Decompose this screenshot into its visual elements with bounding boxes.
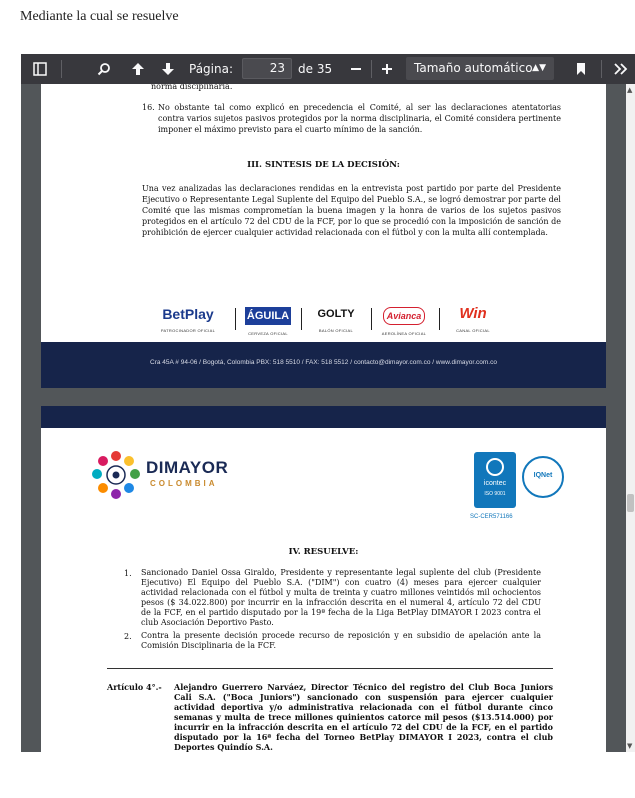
cert-code: SC-CER571166 xyxy=(470,514,513,520)
paragraph: Una vez analizadas las declaraciones rendidas en la entrevista post partido por parte del Presidente Ejecutivo o Representante Legal Suplente del Equipo del Pueblo S.A., se logró demostrar por parte del Comité que las mismas comprometían la buena imagen y la honra de varios de los sujetos pasivos protegidos en el artículo 72 del CDU de la FCF, por lo que se procedió con la imposición de sanción de prohibición de ejercer cualquier actividad relacionada con el fútbol y con la multa allí contemplada. xyxy=(142,184,561,237)
zoom-out-icon[interactable] xyxy=(345,54,367,84)
page-footer xyxy=(41,342,606,388)
sponsor-name: BetPlay xyxy=(162,306,214,322)
divider xyxy=(439,308,440,330)
sponsor-golty xyxy=(305,306,367,333)
toolbar-separator xyxy=(61,60,62,78)
list-item: Sancionado Daniel Ossa Giraldo, Presidente y representante legal suplente del club (Presidente Ejecutivo) El Equipo del Pueblo S.A. ("DIM") con cuatro (4) meses para ejercer cualquier actividad relacionada con el fútbol y multa de treinta y cuatro millones veintidós mil ochocientos pesos ($ 34.022.800) por incurrir en la infracción descrita en el numeral 4, artículo 72 del CDU de la FCF, en el partido disputado por la 19ª fecha de la Liga BetPlay DIMAYOR I 2023 contra el club Asociación Deportivo Pasto. xyxy=(141,568,541,627)
pdf-page xyxy=(41,84,606,388)
page-header-band xyxy=(41,406,606,428)
divider xyxy=(235,308,236,330)
sponsor-caption: CANAL OFICIAL xyxy=(456,328,490,333)
pdf-viewer xyxy=(21,54,635,752)
sidebar-toggle-icon[interactable] xyxy=(29,54,51,84)
chevron-updown-icon: ▲▼ xyxy=(532,63,546,73)
list-item: Contra la presente decisión procede recurso de reposición y en subsidio de apelación ante la Comisión Disciplinaria de la FCF. xyxy=(141,631,541,650)
section-heading: III. SINTESIS DE LA DECISIÓN: xyxy=(247,160,400,170)
zoom-select[interactable] xyxy=(406,57,554,80)
icontec-cert-logo xyxy=(474,452,516,508)
sponsor-name: Win xyxy=(459,305,487,322)
page-total: de 35 xyxy=(298,62,333,76)
pdf-page xyxy=(41,406,606,752)
sponsor-caption: PATROCINADOR OFICIAL xyxy=(160,328,216,333)
sponsor-name: ÁGUILA xyxy=(245,307,291,325)
toolbar-separator xyxy=(601,60,602,78)
sponsor-name: Avianca xyxy=(383,307,426,325)
sponsor-caption: AEROLÍNEA OFICIAL xyxy=(381,331,427,336)
divider xyxy=(301,308,302,330)
document-area[interactable] xyxy=(21,84,635,752)
scroll-down-icon[interactable]: ▼ xyxy=(627,742,633,750)
scrollbar-thumb[interactable] xyxy=(627,494,634,512)
more-tools-icon[interactable] xyxy=(611,54,631,84)
cert-name: icontec xyxy=(483,480,507,487)
list-number: 16. xyxy=(142,103,155,112)
footer-contact: Cra 45A # 94-06 / Bogotá, Colombia PBX: 518 5510 / FAX: 518 5512 / contacto@dimayor.com.co / www.dimayor.com.co xyxy=(150,359,497,366)
zoom-in-icon[interactable] xyxy=(376,54,398,84)
pdf-toolbar xyxy=(21,54,635,84)
intro-text: Mediante la cual se resuelve xyxy=(20,9,179,24)
cert-name: IQNet xyxy=(533,472,553,479)
logo-subtitle: COLOMBIA xyxy=(150,479,218,488)
article-label: Artículo 4°.- xyxy=(107,682,162,692)
cert-standard: ISO 9001 xyxy=(484,491,506,497)
divider xyxy=(107,668,553,669)
article-text: Alejandro Guerrero Narváez, Director Técnico del registro del Club Boca Juniors Cali S.A. ("Boca Juniors") sancionado con suspensión para ejercer cualquier actividad deportiva y/o administrativa relacionada con el fútbol durante cinco semanas y multa de trece millones quinientos catorce mil pesos ($13.514.000) por incurrir en la infracción descrita en el artículo 72 del CDU de la FCF, en el partido disputado por la 16ª fecha del Torneo BetPlay DIMAYOR I 2023, contra el club Deportes Quindío S.A. xyxy=(174,682,553,752)
sponsor-bar xyxy=(41,306,606,342)
zoom-select-value: Tamaño automático xyxy=(414,61,533,75)
sponsor-avianca xyxy=(375,306,433,336)
dimayor-logo-icon xyxy=(89,448,143,502)
list-number: 1. xyxy=(124,569,132,578)
document-scrollbar[interactable] xyxy=(626,84,635,752)
scroll-up-icon[interactable]: ▲ xyxy=(627,86,633,94)
page-fragment: norma disciplinaria. xyxy=(151,84,233,91)
bookmark-icon[interactable] xyxy=(571,54,591,84)
sponsor-aguila xyxy=(239,306,297,336)
list-number: 2. xyxy=(124,632,132,641)
sponsor-win xyxy=(443,306,503,333)
icontec-icon xyxy=(486,458,504,476)
previous-page-icon[interactable] xyxy=(127,54,149,84)
next-page-icon[interactable] xyxy=(157,54,179,84)
sponsor-caption: CERVEZA OFICIAL xyxy=(248,331,288,336)
iqnet-cert-logo xyxy=(522,456,564,498)
toolbar-separator xyxy=(371,60,372,78)
logo-name: DIMAYOR xyxy=(146,458,229,477)
page-label: Página: xyxy=(189,62,234,76)
sponsor-caption: BALÓN OFICIAL xyxy=(318,328,354,333)
section-heading: IV. RESUELVE: xyxy=(288,547,359,557)
sponsor-betplay xyxy=(144,306,232,333)
sponsor-name: GOLTY xyxy=(317,308,355,320)
page-number-input[interactable]: 23 xyxy=(242,58,292,79)
list-item: No obstante tal como explicó en precedencia el Comité, al ser las declaraciones atentatorias contra varios sujetos pasivos protegidos por la norma disciplinaria, el Comité considera pertinente imponer el máximo previsto para el cuarto mínimo de la sanción. xyxy=(158,103,561,134)
divider xyxy=(371,308,372,330)
search-icon[interactable] xyxy=(93,54,115,84)
